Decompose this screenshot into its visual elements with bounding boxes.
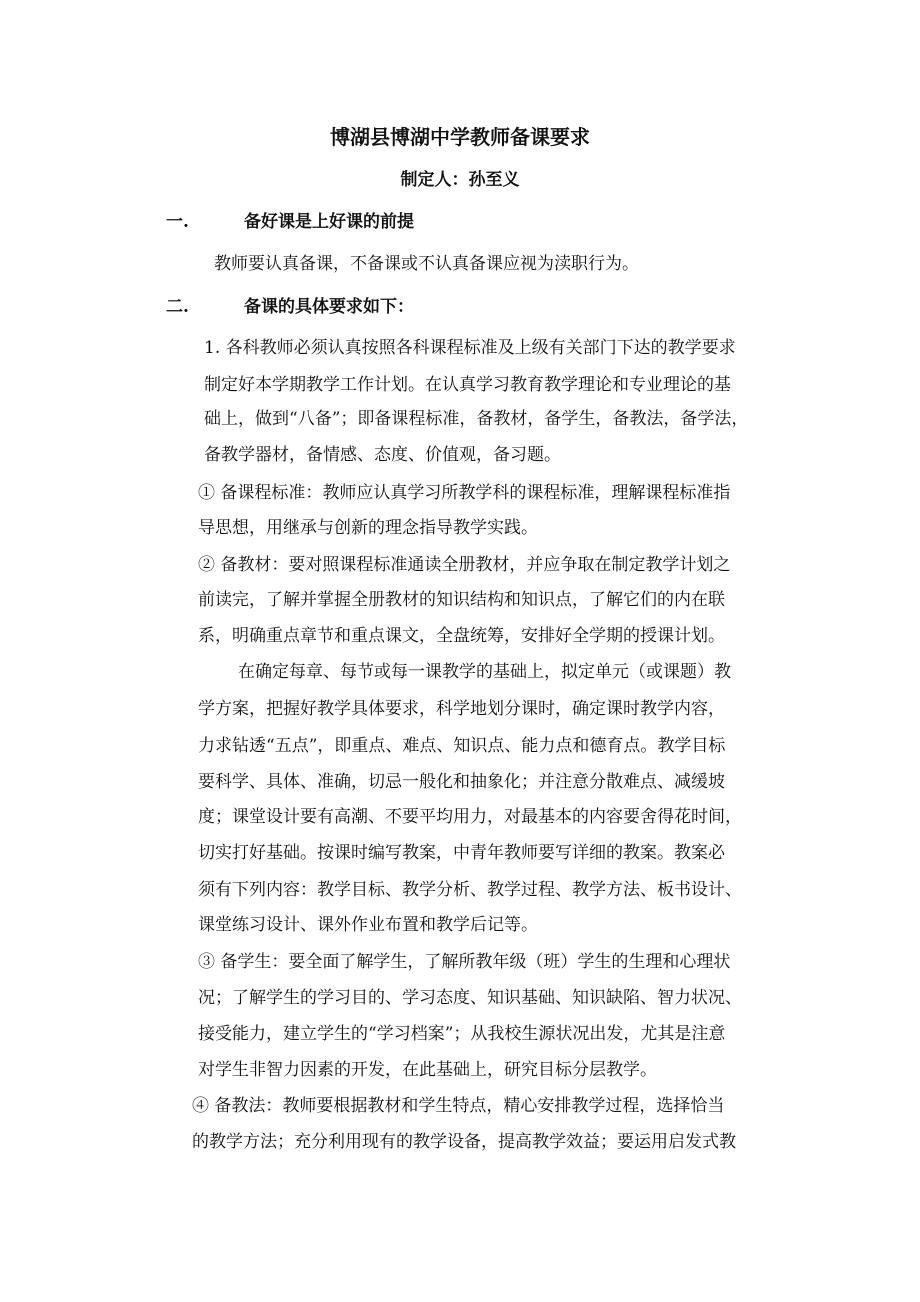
paragraph-line: 接受能力，建立学生的“学习档案”；从我校生源状况出发，尤其是注意	[198, 1024, 726, 1044]
paragraph-line: 切实打好基础。按课时编写教案，中青年教师要写详细的教案。教案必	[198, 843, 725, 863]
paragraph-line: ④ 备教法：教师要根据教材和学生特点，精心安排教学过程，选择恰当	[192, 1096, 725, 1116]
section-2-title: 备课的具体要求如下：	[244, 297, 414, 317]
paragraph-line: 对学生非智力因素的开发，在此基础上，研究目标分层教学。	[198, 1060, 657, 1080]
section-1-number: 一.	[166, 212, 189, 232]
paragraph-line: 制定好本学期教学工作计划。在认真学习教育教学理论和专业理论的基	[204, 375, 731, 395]
document-title: 博湖县博湖中学教师备课要求	[330, 125, 590, 149]
document-author: 制定人：孙至义	[400, 170, 520, 190]
paragraph-line: ③ 备学生：要全面了解学生，了解所教年级（班）学生的生理和心理状	[198, 952, 731, 972]
paragraph-line: 前读完，了解并掌握全册教材的知识结构和知识点，了解它们的内在联	[198, 590, 725, 610]
paragraph-line: ② 备教材：要对照课程标准通读全册教材，并应争取在制定教学计划之	[198, 555, 731, 575]
paragraph-line: 系，明确重点章节和重点课文，全盘统筹，安排好全学期的授课计划。	[198, 626, 725, 646]
paragraph-line: 况；了解学生的学习目的、学习态度、知识基础、知识缺陷、智力状况、	[198, 988, 742, 1008]
paragraph-line: 备教学器材，备情感、态度、价值观，备习题。	[204, 445, 561, 465]
paragraph-line: 础上，做到“八备”；即备课程标准，备教材，备学生，备教法，备学法，	[204, 409, 749, 429]
section-1-title: 备好课是上好课的前提	[244, 212, 414, 232]
section-1-heading	[166, 208, 414, 236]
paragraph-line: 度；课堂设计要有高潮、不要平均用力，对最基本的内容要舍得花时间，	[198, 807, 742, 827]
paragraph-line: 在确定每章、每节或每一课教学的基础上，拟定单元（或课题）教	[238, 662, 731, 682]
section-2-heading	[166, 293, 414, 321]
section-2-number: 二.	[166, 297, 189, 317]
paragraph-line: 课堂练习设计、课外作业布置和教学后记等。	[198, 915, 538, 935]
paragraph-line: 学方案，把握好教学具体要求，科学地划分课时，确定课时教学内容，	[198, 699, 725, 719]
paragraph-line: ① 备课程标准：教师应认真学习所教学科的课程标准，理解课程标准指	[198, 483, 731, 503]
paragraph-line: 力求钻透“五点”，即重点、难点、知识点、能力点和德育点。教学目标	[198, 736, 726, 756]
paragraph-line: 须有下列内容：教学目标、教学分析、教学过程、教学方法、板书设计、	[198, 880, 742, 900]
paragraph-line: 要科学、具体、准确，切忌一般化和抽象化；并注意分散难点、减缓坡	[198, 772, 725, 792]
paragraph-line: 1. 各科教师必须认真按照各科课程标准及上级有关部门下达的教学要求	[204, 338, 736, 358]
paragraph-line: 的教学方法；充分利用现有的教学设备，提高教学效益；要运用启发式教	[192, 1132, 736, 1152]
section-1-text: 教师要认真备课，不备课或不认真备课应视为渎职行为。	[214, 254, 639, 274]
paragraph-line: 导思想，用继承与创新的理念指导教学实践。	[198, 518, 538, 538]
